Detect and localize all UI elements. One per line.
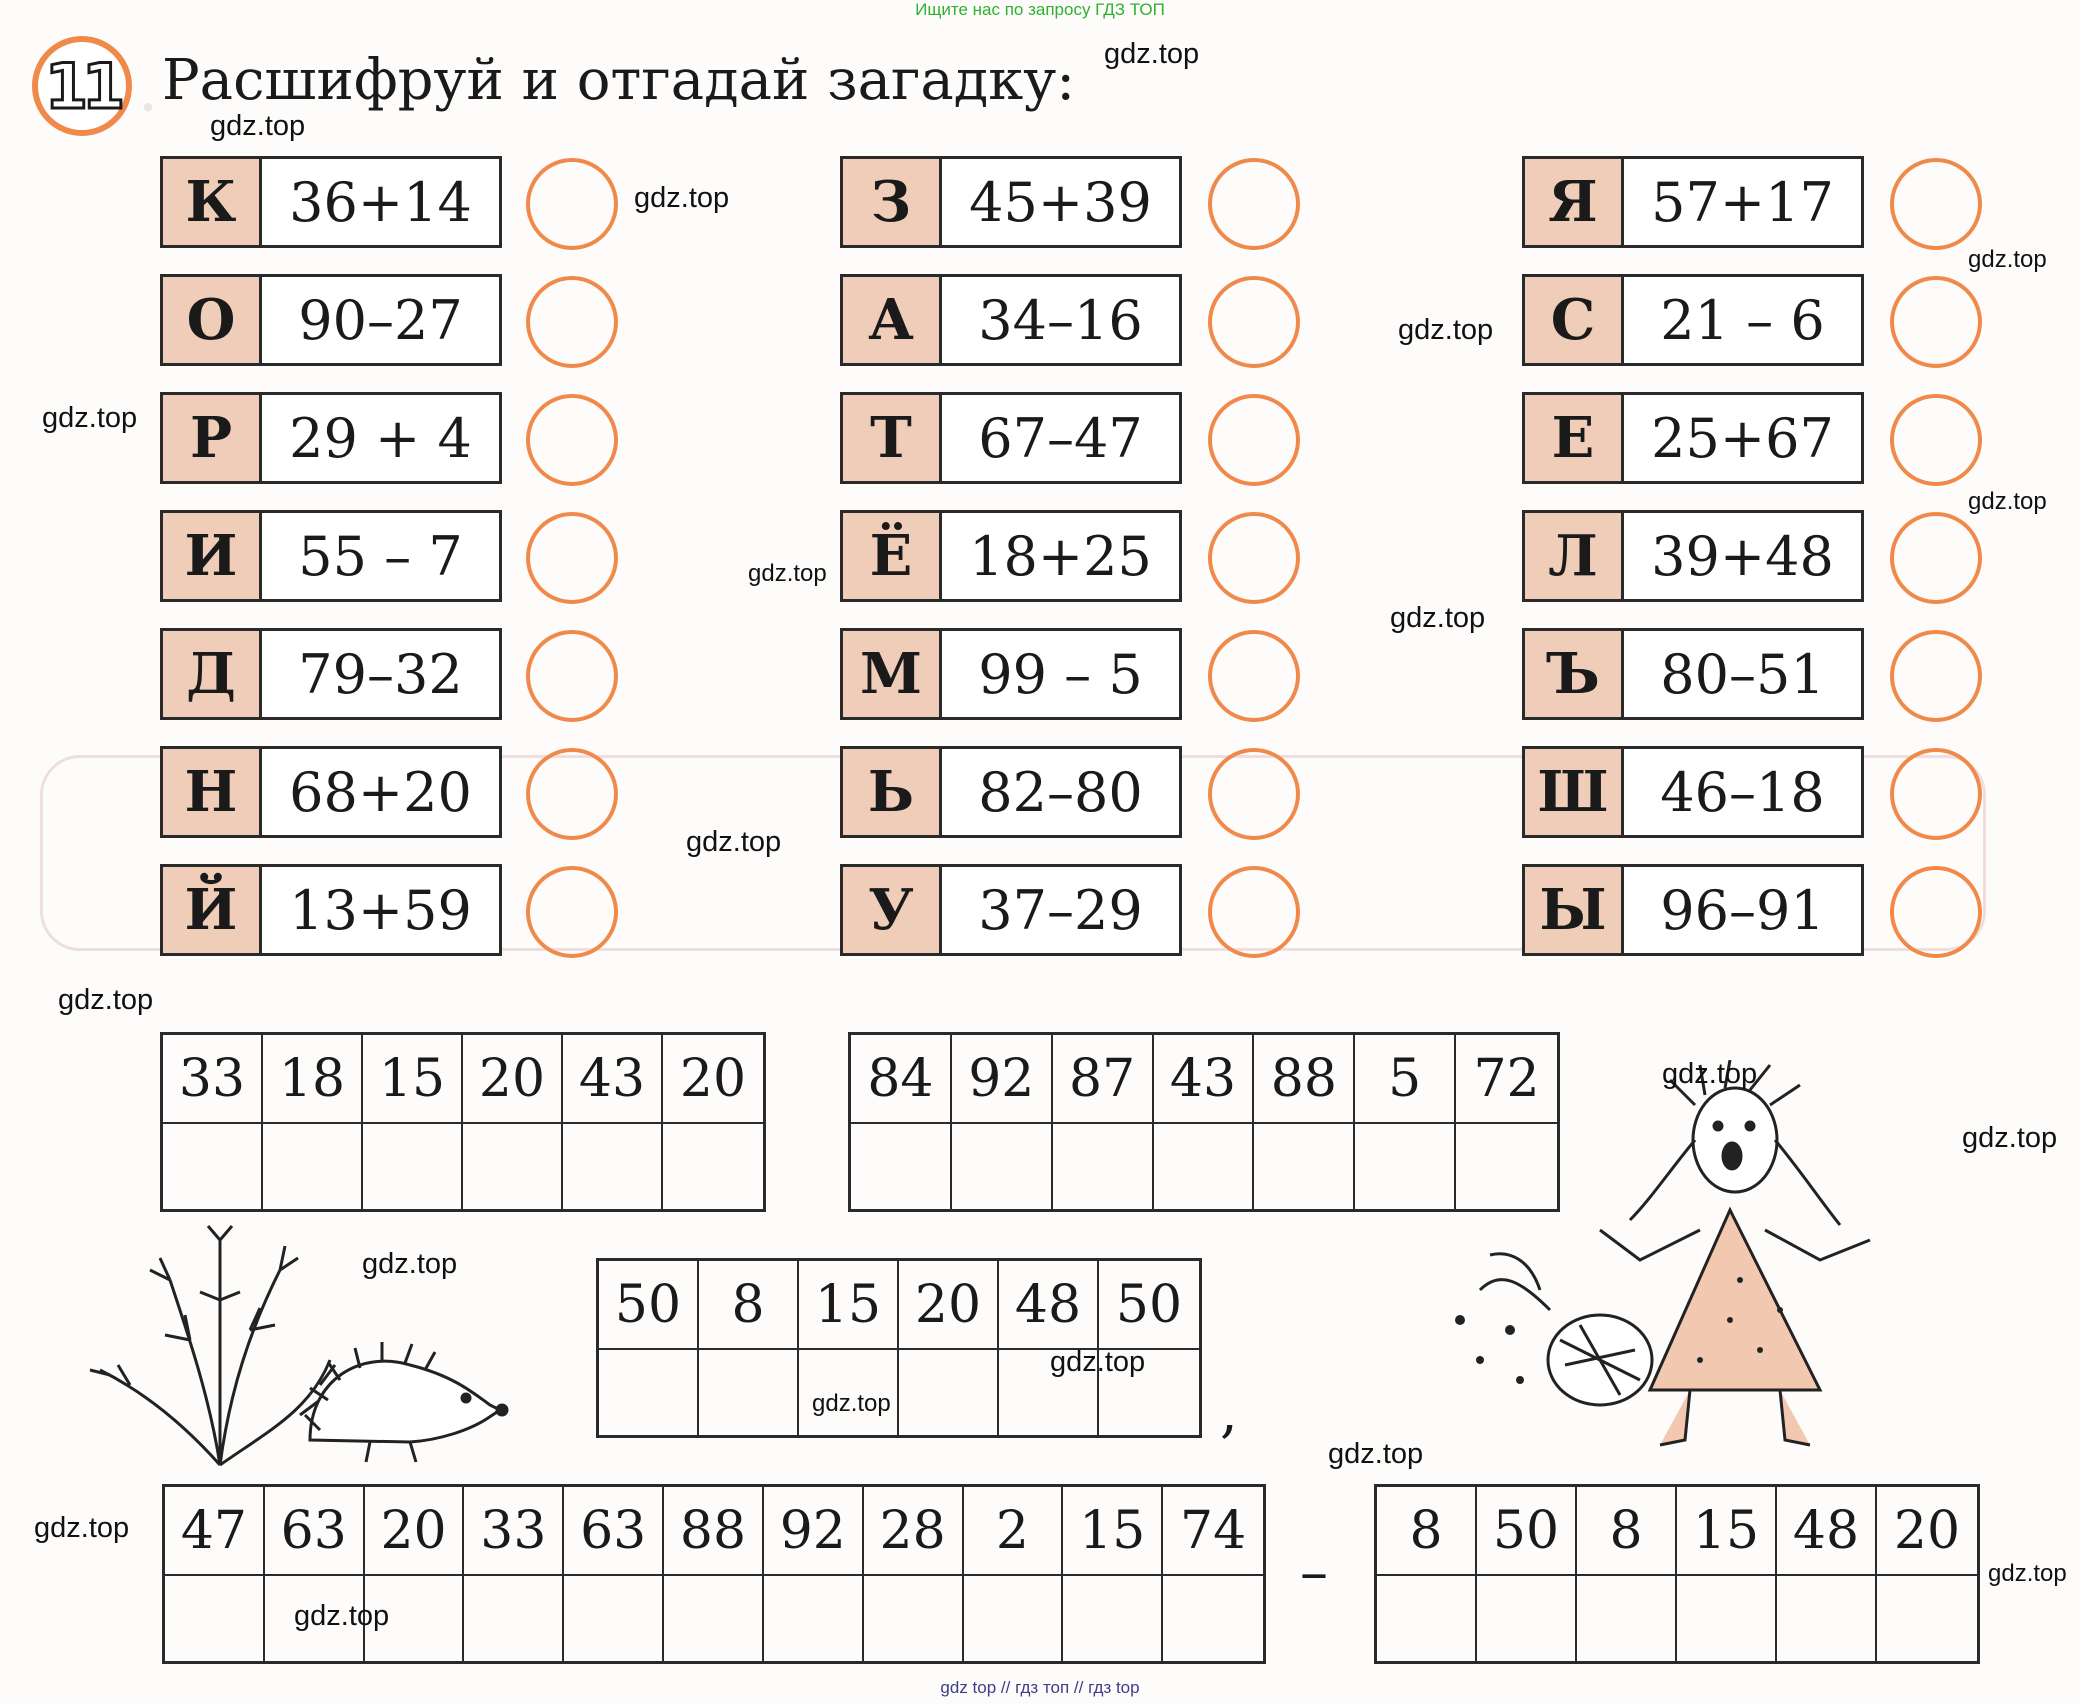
- answer-letter-cell[interactable]: [664, 1574, 764, 1661]
- number-cell: 2: [964, 1487, 1064, 1574]
- watermark: gdz.top: [1962, 1122, 2058, 1154]
- answer-circle[interactable]: [1890, 866, 1982, 958]
- number-cell: 63: [265, 1487, 365, 1574]
- cipher-letter: Е: [1525, 395, 1624, 481]
- dash-separator: –: [1300, 1540, 1328, 1605]
- answer-circle[interactable]: [526, 866, 618, 958]
- answer-letter-cell[interactable]: [899, 1348, 999, 1435]
- watermark: gdz.top: [634, 182, 730, 214]
- task-title: Расшифруй и отгадай загадку:: [162, 48, 1076, 113]
- cipher-card: [160, 156, 502, 248]
- cipher-card: [1522, 628, 1864, 720]
- answer-letter-cell[interactable]: [663, 1122, 763, 1209]
- watermark: gdz.top: [686, 826, 782, 858]
- answer-letter-cell[interactable]: [1577, 1574, 1677, 1661]
- cipher-card: [840, 746, 1182, 838]
- answer-circle[interactable]: [526, 512, 618, 604]
- cipher-expression: 80–51: [1660, 642, 1825, 706]
- watermark: gdz.top: [1968, 488, 2047, 515]
- number-cell: 88: [1254, 1035, 1355, 1122]
- cipher-card: [1522, 274, 1864, 366]
- watermark: gdz.top: [294, 1600, 390, 1632]
- watermark: gdz.top: [362, 1248, 458, 1280]
- cipher-expression: 29 + 4: [289, 406, 472, 470]
- cipher-expression: 55 – 7: [298, 524, 463, 588]
- number-cell: 33: [464, 1487, 564, 1574]
- cipher-expression: 96–91: [1660, 878, 1825, 942]
- number-cell: 92: [952, 1035, 1053, 1122]
- answer-letter-cell[interactable]: [263, 1122, 363, 1209]
- cipher-card: [160, 274, 502, 366]
- footer-links: gdz top // гдз топ // гдз top: [940, 1678, 1140, 1697]
- answer-letter-cell[interactable]: [1477, 1574, 1577, 1661]
- cipher-card: [840, 628, 1182, 720]
- ghost-text: ·: [140, 80, 157, 134]
- number-cell: 8: [1377, 1487, 1477, 1574]
- number-cell: 87: [1053, 1035, 1154, 1122]
- cipher-expression: 45+39: [969, 170, 1152, 234]
- number-cell: 15: [1063, 1487, 1163, 1574]
- number-cell: 20: [365, 1487, 465, 1574]
- answer-letter-cell[interactable]: [563, 1122, 663, 1209]
- cipher-letter: И: [163, 513, 262, 599]
- number-cell: 20: [679, 1048, 747, 1109]
- watermark: gdz.top: [1968, 246, 2047, 273]
- answer-letter-cell[interactable]: [851, 1122, 952, 1209]
- puzzle-word-5: [1374, 1484, 1980, 1664]
- answer-circle[interactable]: [1890, 276, 1982, 368]
- cipher-expression: 68+20: [289, 760, 472, 824]
- answer-circle[interactable]: [526, 748, 618, 840]
- answer-circle[interactable]: [1208, 158, 1300, 250]
- answer-letter-cell[interactable]: [464, 1574, 564, 1661]
- answer-circle[interactable]: [1208, 394, 1300, 486]
- cipher-expression: 34–16: [978, 288, 1143, 352]
- number-cell: 50: [1477, 1487, 1577, 1574]
- watermark: gdz.top: [58, 984, 154, 1016]
- answer-letter-cell[interactable]: [764, 1574, 864, 1661]
- answer-circle[interactable]: [526, 276, 618, 368]
- cipher-card: [840, 392, 1182, 484]
- cipher-letter: Р: [163, 395, 262, 481]
- cipher-expression: 82–80: [978, 760, 1143, 824]
- answer-circle[interactable]: [1890, 394, 1982, 486]
- number-cell: 47: [165, 1487, 265, 1574]
- cipher-expression: 37–29: [978, 878, 1143, 942]
- cipher-card: [1522, 392, 1864, 484]
- cipher-expression: 46–18: [1660, 760, 1825, 824]
- number-cell: 15: [363, 1035, 463, 1122]
- answer-letter-cell[interactable]: [1063, 1574, 1163, 1661]
- answer-letter-cell[interactable]: [1377, 1574, 1477, 1661]
- search-hint: Ищите нас по запросу ГДЗ ТОП: [915, 0, 1165, 19]
- answer-letter-cell[interactable]: [163, 1122, 263, 1209]
- answer-letter-cell[interactable]: [1254, 1122, 1355, 1209]
- cipher-letter: О: [163, 277, 262, 363]
- watermark: gdz.top: [812, 1390, 891, 1417]
- cipher-expression: 67–47: [978, 406, 1143, 470]
- number-cell: 20: [463, 1035, 563, 1122]
- answer-letter-cell[interactable]: [363, 1122, 463, 1209]
- cipher-letter: Ы: [1525, 867, 1624, 953]
- cipher-letter: Д: [163, 631, 262, 717]
- answer-circle[interactable]: [526, 630, 618, 722]
- answer-circle[interactable]: [1208, 276, 1300, 368]
- cipher-letter: Н: [163, 749, 262, 835]
- number-cell: 74: [1180, 1500, 1247, 1561]
- answer-letter-cell[interactable]: [964, 1574, 1064, 1661]
- cipher-letter: Й: [163, 867, 262, 953]
- cipher-card: [160, 746, 502, 838]
- cipher-letter: Ш: [1525, 749, 1624, 835]
- cipher-card: [160, 510, 502, 602]
- answer-letter-cell[interactable]: [599, 1348, 699, 1435]
- answer-circle[interactable]: [1208, 866, 1300, 958]
- number-cell: 63: [564, 1487, 664, 1574]
- answer-letter-cell[interactable]: [699, 1348, 799, 1435]
- watermark: gdz.top: [1662, 1058, 1758, 1090]
- cipher-expression: 90–27: [298, 288, 463, 352]
- comma-separator: ,: [1220, 1380, 1238, 1445]
- puzzle-word-4: [162, 1484, 1266, 1664]
- cipher-card: [840, 864, 1182, 956]
- watermark: gdz.top: [34, 1512, 130, 1544]
- puzzle-word-1: [160, 1032, 766, 1212]
- answer-circle[interactable]: [1208, 630, 1300, 722]
- number-cell: 48: [999, 1261, 1099, 1348]
- cipher-letter: Т: [843, 395, 942, 481]
- answer-letter-cell[interactable]: [1053, 1122, 1154, 1209]
- watermark: gdz.top: [1328, 1438, 1424, 1470]
- watermark: gdz.top: [1398, 314, 1494, 346]
- cipher-card: [840, 156, 1182, 248]
- answer-letter-cell[interactable]: [564, 1574, 664, 1661]
- number-cell: 15: [799, 1261, 899, 1348]
- cipher-expression: 79–32: [298, 642, 463, 706]
- number-cell: 50: [599, 1261, 699, 1348]
- number-cell: 8: [699, 1261, 799, 1348]
- number-cell: 18: [263, 1035, 363, 1122]
- answer-letter-cell[interactable]: [1163, 1574, 1263, 1661]
- watermark: gdz.top: [210, 110, 306, 142]
- answer-circle[interactable]: [1890, 512, 1982, 604]
- answer-circle[interactable]: [526, 394, 618, 486]
- cipher-letter: С: [1525, 277, 1624, 363]
- number-cell: 88: [664, 1487, 764, 1574]
- task-number-badge: 11: [32, 36, 132, 136]
- number-cell: 5: [1355, 1035, 1456, 1122]
- cipher-letter: Я: [1525, 159, 1624, 245]
- cipher-card: [840, 274, 1182, 366]
- answer-letter-cell[interactable]: [1877, 1574, 1977, 1661]
- answer-circle[interactable]: [1890, 630, 1982, 722]
- number-cell: 92: [764, 1487, 864, 1574]
- cipher-expression: 21 – 6: [1660, 288, 1825, 352]
- answer-circle[interactable]: [526, 158, 618, 250]
- cipher-letter: Ь: [843, 749, 942, 835]
- number-cell: 50: [1115, 1274, 1183, 1335]
- answer-circle[interactable]: [1890, 158, 1982, 250]
- answer-letter-cell[interactable]: [463, 1122, 563, 1209]
- cipher-letter: М: [843, 631, 942, 717]
- cipher-card: [1522, 746, 1864, 838]
- answer-letter-cell[interactable]: [864, 1574, 964, 1661]
- cipher-expression: 57+17: [1651, 170, 1834, 234]
- answer-letter-cell[interactable]: [1154, 1122, 1255, 1209]
- answer-letter-cell[interactable]: [1677, 1574, 1777, 1661]
- number-cell: 84: [851, 1035, 952, 1122]
- answer-letter-cell[interactable]: [952, 1122, 1053, 1209]
- number-cell: 43: [563, 1035, 663, 1122]
- cipher-card: [1522, 864, 1864, 956]
- cipher-letter: Л: [1525, 513, 1624, 599]
- watermark: gdz.top: [1390, 602, 1486, 634]
- answer-circle[interactable]: [1890, 748, 1982, 840]
- cipher-letter: У: [843, 867, 942, 953]
- cipher-letter: К: [163, 159, 262, 245]
- cipher-card: [840, 510, 1182, 602]
- cipher-card: [1522, 156, 1864, 248]
- watermark: gdz.top: [1104, 38, 1200, 70]
- cipher-letter: Ё: [843, 513, 942, 599]
- cipher-letter: З: [843, 159, 942, 245]
- cipher-card: [160, 864, 502, 956]
- cipher-card: [160, 628, 502, 720]
- watermark: gdz.top: [1988, 1560, 2067, 1587]
- answer-letter-cell[interactable]: [1777, 1574, 1877, 1661]
- number-cell: 15: [1677, 1487, 1777, 1574]
- cipher-letter: Ъ: [1525, 631, 1624, 717]
- watermark: gdz.top: [748, 560, 827, 587]
- number-cell: 43: [1154, 1035, 1255, 1122]
- number-cell: 8: [1577, 1487, 1677, 1574]
- girl-illustration: [1400, 1060, 2000, 1460]
- number-cell: 20: [1893, 1500, 1961, 1561]
- number-cell: 28: [864, 1487, 964, 1574]
- cipher-expression: 99 – 5: [978, 642, 1143, 706]
- watermark: gdz.top: [42, 402, 138, 434]
- number-cell: 33: [163, 1035, 263, 1122]
- answer-circle[interactable]: [1208, 512, 1300, 604]
- cipher-expression: 13+59: [289, 878, 472, 942]
- cipher-card: [160, 392, 502, 484]
- watermark: gdz.top: [1050, 1346, 1146, 1378]
- number-cell: 48: [1777, 1487, 1877, 1574]
- cipher-expression: 18+25: [969, 524, 1152, 588]
- answer-letter-cell[interactable]: [165, 1574, 265, 1661]
- cipher-expression: 25+67: [1651, 406, 1834, 470]
- cipher-card: [1522, 510, 1864, 602]
- number-cell: 20: [899, 1261, 999, 1348]
- answer-circle[interactable]: [1208, 748, 1300, 840]
- cipher-letter: А: [843, 277, 942, 363]
- cipher-expression: 36+14: [289, 170, 472, 234]
- cipher-expression: 39+48: [1651, 524, 1834, 588]
- number-cell: 72: [1473, 1048, 1540, 1109]
